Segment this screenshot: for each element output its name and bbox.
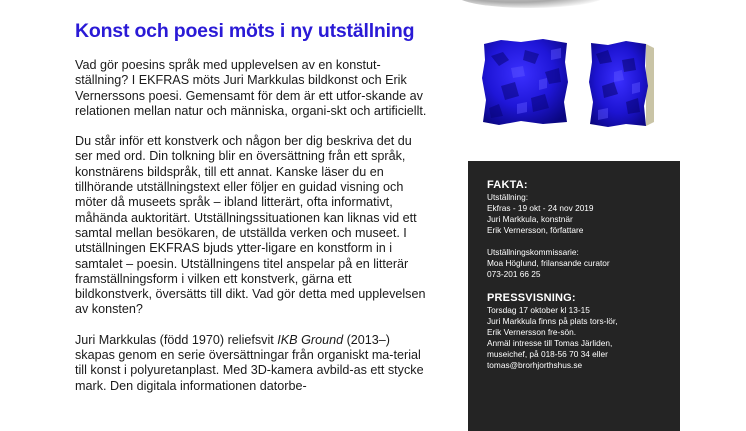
curator-label: Utställningskommissarie: — [487, 247, 579, 257]
artwork-title: IKB Ground — [277, 332, 344, 347]
press-contact-phone: museichef, på 018-56 70 34 eller — [487, 349, 608, 359]
press-time: Torsdag 17 oktober kl 13-15 — [487, 305, 590, 315]
paragraph-translation: Du står inför ett konstverk och någon ber dig beskriva det du ser med ord. Din tolkning blir en översättning från ett språk, konstnärens bildspråk, till ett annat. Kanske läser du en tillhörande utställningstext eller följer en guidad visning och möter då museets språk – ibland litterärt, ofta informativt, måhända auktoritärt. Utställningssituationen kan liknas vid ett samtal mellan besökaren, de utställda verken och museet. I utställningen EKFRAS bjuds ytter-ligare en konstform in i samtalet – poesin. Utställningens titel anspelar på en litterär framställningsform i vilken ett konstverk, gärna ett bildkonstverk, översätts till dikt. Vad gör detta med upplevelsen av konsten? — [75, 134, 426, 317]
press-title: PRESSVISNING: — [487, 292, 576, 304]
fact-box — [468, 161, 680, 431]
author-credit: Erik Vernersson, författare — [487, 225, 584, 235]
curator-phone: 073-201 66 25 — [487, 269, 541, 279]
artwork-image-right — [588, 40, 658, 128]
paragraph-artist-end: (2013–) skapas genom en serie översättningar från organiskt ma-terial till konst i polyuretanplast. Med 3D-kamera avbild-as ett stycke mark. Den digitala informationen datorbe- — [75, 332, 424, 393]
article-body — [75, 58, 431, 409]
press-author-presence: Erik Vernersson fre-sön. — [487, 327, 576, 337]
exhibition-label: Utställning: — [487, 192, 529, 202]
press-contact-email: tomas@brorhjorthshus.se — [487, 360, 583, 370]
artwork-image-left — [481, 38, 569, 126]
paragraph-artist-start: Juri Markkulas (född 1970) reliefsvit — [75, 332, 278, 347]
article-headline: Konst och poesi möts i ny utställning — [75, 20, 415, 42]
artist-credit: Juri Markkula, konstnär — [487, 214, 573, 224]
top-decorative-shape — [456, 0, 606, 8]
curator-name: Moa Höglund, frilansande curator — [487, 258, 610, 268]
paragraph-intro: Vad gör poesins språk med upplevelsen av en konstut-ställning? I EKFRAS möts Juri Markkulas bildkonst och Erik Vernerssons poesi. Gemensamt för dem är ett utfor-skande av relationen mellan natur och människa, organi-skt och artificiellt. — [75, 58, 427, 118]
facts-title: FAKTA: — [487, 179, 528, 191]
blue-relief-artwork-left — [481, 38, 569, 126]
press-artist-presence: Juri Markkula finns på plats tors-lör, — [487, 316, 618, 326]
press-contact: Anmäl intresse till Tomas Järliden, — [487, 338, 613, 348]
exhibition-dates: Ekfras - 19 okt - 24 nov 2019 — [487, 203, 594, 213]
paragraph-artist — [75, 333, 431, 394]
blue-relief-artwork-right — [588, 40, 658, 128]
